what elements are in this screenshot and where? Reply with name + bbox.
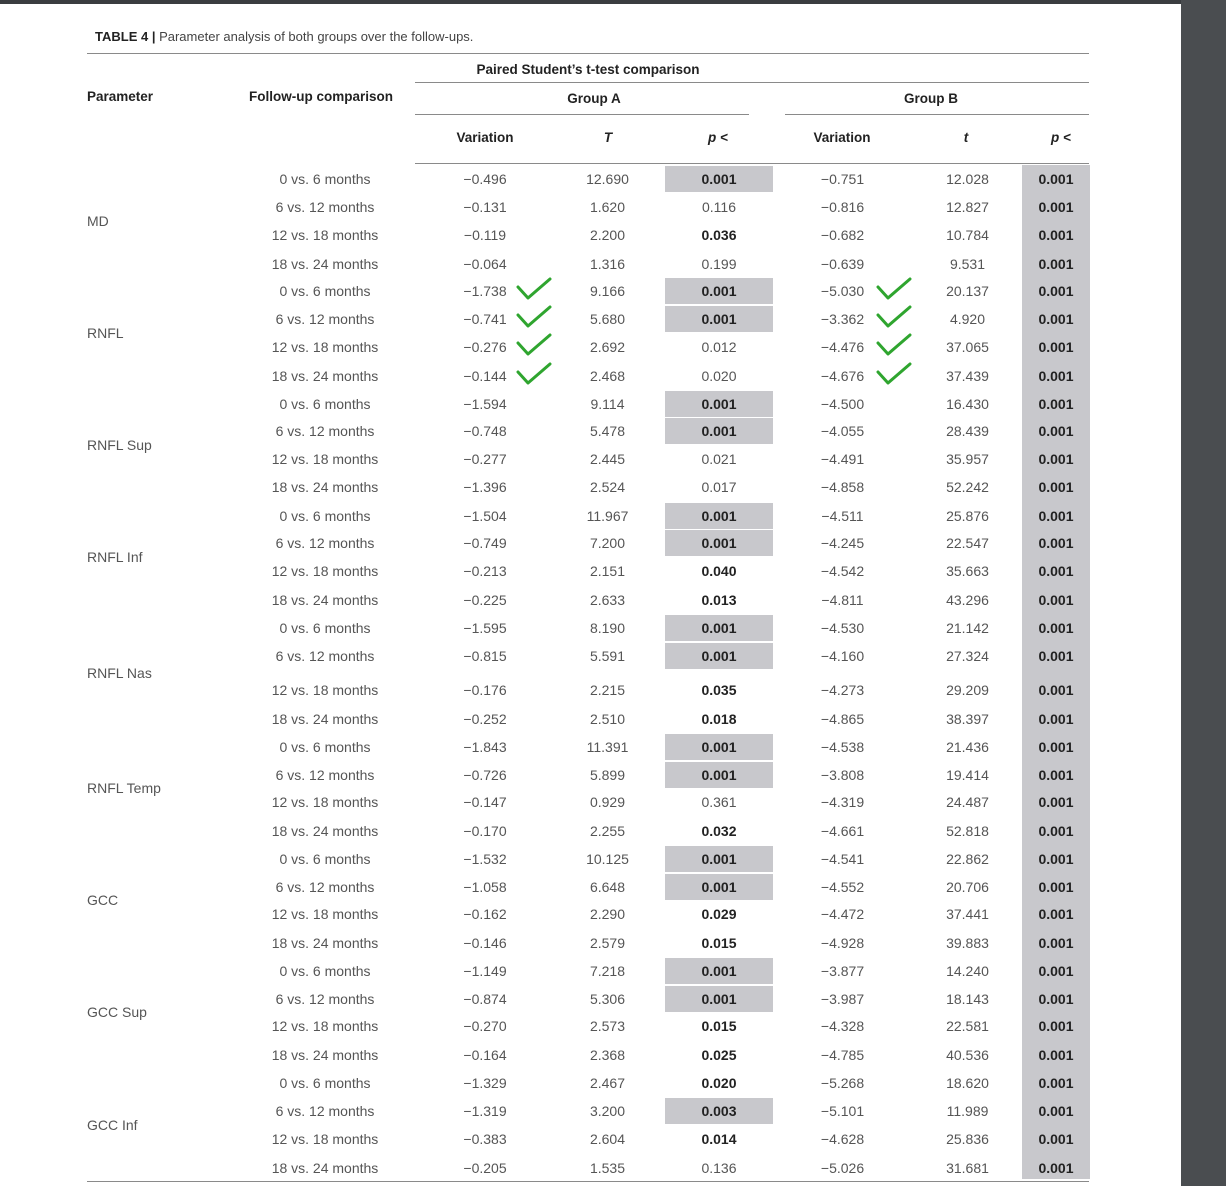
t-a-cell: 3.200	[589, 1103, 626, 1119]
variation-a-cell: −0.496	[463, 171, 507, 187]
variation-b-cell: −0.751	[820, 171, 865, 187]
t-b-cell: 18.620	[946, 1075, 989, 1091]
followup-cell: 12 vs. 18 months	[271, 227, 379, 243]
t-b-cell: 25.876	[946, 508, 989, 524]
p-b-cell: 0.001	[1038, 906, 1074, 922]
t-b-cell: 10.784	[946, 227, 989, 243]
p-b-cell: 0.001	[1038, 1018, 1074, 1034]
t-b-cell: 35.957	[946, 451, 989, 467]
parameter-label: RNFL	[87, 325, 124, 341]
p-a-cell: 0.012	[701, 339, 737, 355]
t-a-cell: 2.524	[589, 479, 626, 495]
p-b-cell: 0.001	[1038, 1131, 1074, 1147]
variation-a-cell: −0.144	[463, 368, 507, 384]
followup-cell: 12 vs. 18 months	[271, 794, 379, 810]
variation-a-cell: −0.205	[463, 1160, 507, 1176]
header-p-b: p <	[1051, 130, 1071, 145]
t-b-cell: 25.836	[946, 1131, 989, 1147]
variation-b-cell: −4.661	[820, 823, 865, 839]
variation-a-cell: −0.162	[463, 906, 507, 922]
t-a-cell: 5.591	[589, 648, 626, 664]
followup-cell: 18 vs. 24 months	[271, 592, 379, 608]
variation-b-cell: −4.476	[820, 339, 865, 355]
p-a-cell: 0.001	[665, 278, 773, 304]
followup-cell: 6 vs. 12 months	[275, 648, 375, 664]
p-a-cell: 0.001	[665, 530, 773, 556]
t-b-cell: 20.137	[946, 283, 989, 299]
p-b-cell: 0.001	[1038, 935, 1074, 951]
header-variation-b: Variation	[813, 130, 871, 145]
variation-a-cell: −0.176	[463, 682, 507, 698]
followup-cell: 6 vs. 12 months	[275, 199, 375, 215]
t-a-cell: 1.316	[589, 256, 626, 272]
header-group-a: Group A	[567, 91, 621, 106]
p-a-cell: 0.035	[701, 682, 737, 698]
p-a-cell: 0.001	[665, 306, 773, 332]
followup-cell: 6 vs. 12 months	[275, 535, 375, 551]
t-a-cell: 2.255	[589, 823, 626, 839]
variation-b-cell: −4.273	[820, 682, 865, 698]
p-a-cell: 0.029	[701, 906, 737, 922]
parameter-label: RNFL Sup	[87, 437, 152, 453]
t-b-cell: 52.242	[946, 479, 989, 495]
variation-a-cell: −1.504	[463, 508, 507, 524]
p-b-cell: 0.001	[1038, 451, 1074, 467]
header-super: Paired Student’s t-test comparison	[476, 62, 700, 77]
variation-a-cell: −1.532	[463, 851, 507, 867]
variation-a-cell: −1.594	[463, 396, 507, 412]
p-b-cell: 0.001	[1038, 171, 1074, 187]
p-a-cell: 0.001	[665, 418, 773, 444]
p-a-cell: 0.015	[701, 935, 737, 951]
variation-a-cell: −0.131	[463, 199, 507, 215]
p-a-cell: 0.001	[665, 166, 773, 192]
header-p-a: p <	[708, 130, 728, 145]
t-a-cell: 5.306	[589, 991, 626, 1007]
p-b-cell: 0.001	[1038, 227, 1074, 243]
p-a-cell: 0.001	[665, 958, 773, 984]
followup-cell: 12 vs. 18 months	[271, 1018, 379, 1034]
followup-cell: 12 vs. 18 months	[271, 451, 379, 467]
variation-b-cell: −3.987	[820, 991, 865, 1007]
p-b-cell: 0.001	[1038, 739, 1074, 755]
variation-a-cell: −0.276	[463, 339, 507, 355]
followup-cell: 0 vs. 6 months	[279, 508, 371, 524]
t-a-cell: 5.680	[589, 311, 626, 327]
variation-a-cell: −0.064	[463, 256, 507, 272]
followup-cell: 6 vs. 12 months	[275, 311, 375, 327]
followup-cell: 0 vs. 6 months	[279, 1075, 371, 1091]
p-a-cell: 0.361	[701, 794, 737, 810]
check-mark-icon	[878, 364, 910, 383]
p-b-cell: 0.001	[1038, 1160, 1074, 1176]
p-a-cell: 0.199	[701, 256, 737, 272]
t-a-cell: 2.215	[589, 682, 626, 698]
p-b-cell: 0.001	[1038, 563, 1074, 579]
variation-b-cell: −0.682	[820, 227, 865, 243]
t-a-cell: 8.190	[589, 620, 626, 636]
header-variation-a: Variation	[456, 130, 514, 145]
t-b-cell: 40.536	[946, 1047, 989, 1063]
p-b-cell: 0.001	[1038, 879, 1074, 895]
t-b-cell: 43.296	[946, 592, 989, 608]
t-a-cell: 2.510	[589, 711, 626, 727]
check-mark-icon	[518, 307, 550, 326]
header-followup: Follow-up comparison	[249, 89, 393, 104]
parameter-label: RNFL Temp	[87, 780, 161, 796]
followup-cell: 0 vs. 6 months	[279, 396, 371, 412]
p-a-cell: 0.001	[665, 391, 773, 417]
t-b-cell: 21.436	[946, 739, 989, 755]
p-b-cell: 0.001	[1038, 1075, 1074, 1091]
p-a-cell: 0.003	[665, 1098, 773, 1124]
p-a-cell: 0.001	[665, 762, 773, 788]
t-a-cell: 2.467	[589, 1075, 626, 1091]
variation-b-cell: −4.928	[820, 935, 865, 951]
t-b-cell: 22.862	[946, 851, 989, 867]
t-a-cell: 2.633	[589, 592, 626, 608]
p-b-cell: 0.001	[1038, 711, 1074, 727]
variation-b-cell: −4.245	[820, 535, 865, 551]
p-a-cell: 0.001	[665, 734, 773, 760]
variation-b-cell: −5.268	[820, 1075, 865, 1091]
t-b-cell: 39.883	[946, 935, 989, 951]
variation-b-cell: −3.808	[820, 767, 865, 783]
check-mark-icon	[518, 335, 550, 354]
parameter-label: GCC Inf	[87, 1117, 138, 1133]
followup-cell: 18 vs. 24 months	[271, 368, 379, 384]
variation-b-cell: −3.362	[820, 311, 865, 327]
t-a-cell: 2.290	[589, 906, 626, 922]
variation-a-cell: −0.146	[463, 935, 507, 951]
variation-b-cell: −4.858	[820, 479, 865, 495]
variation-b-cell: −4.538	[820, 739, 865, 755]
header-t-a: T	[603, 130, 613, 145]
p-b-cell: 0.001	[1038, 682, 1074, 698]
followup-cell: 0 vs. 6 months	[279, 739, 371, 755]
t-a-cell: 2.573	[589, 1018, 626, 1034]
p-a-cell: 0.001	[665, 615, 773, 641]
t-b-cell: 4.920	[949, 311, 986, 327]
p-a-cell: 0.014	[701, 1131, 737, 1147]
p-a-cell: 0.116	[702, 199, 736, 215]
variation-b-cell: −4.552	[820, 879, 865, 895]
followup-cell: 18 vs. 24 months	[271, 479, 379, 495]
followup-cell: 18 vs. 24 months	[271, 1160, 379, 1176]
t-a-cell: 2.579	[589, 935, 626, 951]
t-b-cell: 22.547	[946, 535, 989, 551]
variation-a-cell: −0.252	[463, 711, 507, 727]
variation-b-cell: −4.472	[820, 906, 865, 922]
variation-b-cell: −0.816	[820, 199, 865, 215]
variation-a-cell: −0.213	[463, 563, 507, 579]
t-a-cell: 1.535	[589, 1160, 626, 1176]
p-a-cell: 0.020	[701, 368, 737, 384]
p-b-cell: 0.001	[1038, 368, 1074, 384]
variation-b-cell: −4.811	[821, 592, 864, 608]
followup-cell: 0 vs. 6 months	[279, 171, 371, 187]
parameter-label: MD	[87, 213, 109, 229]
p-b-cell: 0.001	[1038, 283, 1074, 299]
t-a-cell: 2.604	[589, 1131, 626, 1147]
t-b-cell: 9.531	[949, 256, 986, 272]
variation-b-cell: −4.542	[820, 563, 865, 579]
t-a-cell: 0.929	[589, 794, 626, 810]
variation-a-cell: −1.319	[463, 1103, 507, 1119]
p-b-cell: 0.001	[1038, 794, 1074, 810]
variation-a-cell: −0.270	[463, 1018, 507, 1034]
followup-cell: 12 vs. 18 months	[271, 1131, 379, 1147]
followup-cell: 0 vs. 6 months	[279, 851, 371, 867]
variation-b-cell: −4.530	[820, 620, 865, 636]
variation-b-cell: −4.500	[820, 396, 865, 412]
followup-cell: 12 vs. 18 months	[271, 682, 379, 698]
t-b-cell: 37.065	[946, 339, 989, 355]
p-b-cell: 0.001	[1038, 851, 1074, 867]
t-b-cell: 12.028	[946, 171, 989, 187]
p-b-cell: 0.001	[1038, 535, 1074, 551]
p-b-cell: 0.001	[1038, 256, 1074, 272]
variation-a-cell: −0.147	[463, 794, 507, 810]
check-mark-icon	[878, 335, 910, 354]
variation-a-cell: −0.749	[463, 535, 507, 551]
t-b-cell: 37.439	[946, 368, 989, 384]
followup-cell: 6 vs. 12 months	[275, 991, 375, 1007]
p-b-cell: 0.001	[1038, 311, 1074, 327]
t-b-cell: 52.818	[946, 823, 989, 839]
p-b-cell: 0.001	[1038, 1103, 1074, 1119]
followup-cell: 18 vs. 24 months	[271, 823, 379, 839]
t-a-cell: 11.391	[586, 739, 629, 755]
t-b-cell: 37.441	[946, 906, 989, 922]
t-a-cell: 1.620	[589, 199, 626, 215]
p-a-cell: 0.032	[701, 823, 737, 839]
p-b-cell: 0.001	[1038, 991, 1074, 1007]
t-a-cell: 2.368	[589, 1047, 626, 1063]
variation-b-cell: −0.639	[820, 256, 865, 272]
p-a-cell: 0.025	[701, 1047, 737, 1063]
variation-a-cell: −0.815	[463, 648, 507, 664]
t-b-cell: 28.439	[946, 423, 989, 439]
parameter-label: GCC Sup	[87, 1004, 147, 1020]
t-b-cell: 16.430	[946, 396, 989, 412]
p-b-cell: 0.001	[1038, 620, 1074, 636]
t-b-cell: 12.827	[946, 199, 989, 215]
t-b-cell: 38.397	[946, 711, 989, 727]
p-a-cell: 0.018	[701, 711, 737, 727]
p-b-cell: 0.001	[1038, 508, 1074, 524]
t-b-cell: 21.142	[946, 620, 989, 636]
check-mark-icon	[878, 279, 910, 298]
p-a-cell: 0.001	[665, 986, 773, 1012]
p-b-cell: 0.001	[1038, 199, 1074, 215]
p-b-cell: 0.001	[1038, 423, 1074, 439]
p-b-cell: 0.001	[1038, 396, 1074, 412]
header-group-b: Group B	[904, 91, 958, 106]
variation-b-cell: −4.160	[820, 648, 865, 664]
p-a-cell: 0.136	[701, 1160, 737, 1176]
variation-b-cell: −4.319	[820, 794, 865, 810]
variation-a-cell: −0.741	[463, 311, 507, 327]
variation-b-cell: −4.541	[820, 851, 865, 867]
followup-cell: 6 vs. 12 months	[275, 1103, 375, 1119]
t-a-cell: 2.468	[589, 368, 626, 384]
variation-b-cell: −5.101	[820, 1103, 865, 1119]
variation-b-cell: −4.628	[820, 1131, 865, 1147]
p-a-cell: 0.021	[701, 451, 737, 467]
t-a-cell: 10.125	[586, 851, 629, 867]
t-a-cell: 2.445	[589, 451, 626, 467]
followup-cell: 6 vs. 12 months	[275, 423, 375, 439]
variation-a-cell: −1.738	[463, 283, 507, 299]
parameter-label: GCC	[87, 892, 119, 908]
variation-a-cell: −0.874	[463, 991, 507, 1007]
t-b-cell: 14.240	[946, 963, 989, 979]
p-a-cell: 0.013	[701, 592, 737, 608]
t-b-cell: 20.706	[946, 879, 989, 895]
variation-b-cell: −4.511	[821, 508, 864, 524]
variation-b-cell: −4.865	[820, 711, 865, 727]
t-a-cell: 6.648	[589, 879, 626, 895]
variation-a-cell: −1.843	[463, 739, 507, 755]
viewer-scrollbar-area[interactable]	[1181, 0, 1226, 1186]
followup-cell: 12 vs. 18 months	[271, 563, 379, 579]
t-b-cell: 19.414	[946, 767, 989, 783]
variation-a-cell: −1.329	[463, 1075, 507, 1091]
p-a-cell: 0.015	[701, 1018, 737, 1034]
p-a-cell: 0.020	[701, 1075, 737, 1091]
followup-cell: 0 vs. 6 months	[279, 620, 371, 636]
t-a-cell: 7.218	[589, 963, 626, 979]
followup-cell: 18 vs. 24 months	[271, 256, 379, 272]
parameter-label: RNFL Inf	[87, 549, 143, 565]
variation-a-cell: −0.277	[463, 451, 507, 467]
header-parameter: Parameter	[87, 89, 154, 104]
t-a-cell: 11.967	[586, 508, 629, 524]
p-b-cell: 0.001	[1038, 1047, 1074, 1063]
t-a-cell: 2.151	[589, 563, 626, 579]
t-b-cell: 18.143	[946, 991, 989, 1007]
table-caption-text: Parameter analysis of both groups over the follow-ups.	[155, 29, 474, 44]
followup-cell: 18 vs. 24 months	[271, 711, 379, 727]
variation-a-cell: −1.595	[463, 620, 507, 636]
t-b-cell: 35.663	[946, 563, 989, 579]
table-label: TABLE 4 |	[95, 29, 156, 44]
variation-b-cell: −5.030	[820, 283, 865, 299]
header-t-b: t	[963, 130, 969, 145]
t-b-cell: 24.487	[946, 794, 989, 810]
check-mark-icon	[518, 364, 550, 383]
variation-a-cell: −0.383	[463, 1131, 507, 1147]
variation-a-cell: −0.225	[463, 592, 507, 608]
p-b-cell: 0.001	[1038, 767, 1074, 783]
followup-cell: 6 vs. 12 months	[275, 879, 375, 895]
variation-a-cell: −1.396	[463, 479, 507, 495]
variation-b-cell: −3.877	[820, 963, 865, 979]
followup-cell: 18 vs. 24 months	[271, 935, 379, 951]
followup-cell: 6 vs. 12 months	[275, 767, 375, 783]
variation-a-cell: −1.058	[463, 879, 507, 895]
variation-b-cell: −4.491	[820, 451, 865, 467]
variation-a-cell: −0.726	[463, 767, 507, 783]
t-a-cell: 9.114	[590, 396, 625, 412]
t-a-cell: 5.899	[589, 767, 626, 783]
variation-a-cell: −0.119	[463, 227, 507, 243]
variation-b-cell: −4.055	[820, 423, 865, 439]
t-b-cell: 22.581	[946, 1018, 989, 1034]
check-mark-icon	[518, 279, 550, 298]
variation-a-cell: −0.170	[463, 823, 507, 839]
followup-cell: 12 vs. 18 months	[271, 339, 379, 355]
p-a-cell: 0.017	[701, 479, 737, 495]
check-mark-icon	[878, 307, 910, 326]
followup-cell: 0 vs. 6 months	[279, 963, 371, 979]
t-b-cell: 31.681	[946, 1160, 989, 1176]
t-a-cell: 12.690	[586, 171, 629, 187]
p-b-cell: 0.001	[1038, 479, 1074, 495]
followup-cell: 12 vs. 18 months	[271, 906, 379, 922]
t-a-cell: 2.200	[589, 227, 626, 243]
p-a-cell: 0.040	[701, 563, 737, 579]
followup-cell: 18 vs. 24 months	[271, 1047, 379, 1063]
p-b-cell: 0.001	[1038, 823, 1074, 839]
p-a-cell: 0.001	[665, 643, 773, 669]
variation-b-cell: −4.676	[820, 368, 865, 384]
t-b-cell: 29.209	[946, 682, 989, 698]
t-a-cell: 5.478	[589, 423, 626, 439]
t-b-cell: 11.989	[946, 1103, 989, 1119]
p-a-cell: 0.036	[701, 227, 737, 243]
p-a-cell: 0.001	[665, 846, 773, 872]
variation-b-cell: −4.785	[820, 1047, 865, 1063]
variation-a-cell: −0.748	[463, 423, 507, 439]
t-b-cell: 27.324	[946, 648, 989, 664]
followup-cell: 0 vs. 6 months	[279, 283, 371, 299]
t-a-cell: 9.166	[589, 283, 626, 299]
variation-b-cell: −4.328	[820, 1018, 865, 1034]
p-a-cell: 0.001	[665, 874, 773, 900]
p-b-cell: 0.001	[1038, 339, 1074, 355]
t-a-cell: 2.692	[589, 339, 626, 355]
variation-a-cell: −0.164	[463, 1047, 507, 1063]
p-b-cell: 0.001	[1038, 592, 1074, 608]
variation-b-cell: −5.026	[820, 1160, 865, 1176]
p-b-cell: 0.001	[1038, 963, 1074, 979]
parameter-label: RNFL Nas	[87, 665, 152, 681]
p-b-cell: 0.001	[1038, 648, 1074, 664]
variation-a-cell: −1.149	[463, 963, 507, 979]
p-a-cell: 0.001	[665, 503, 773, 529]
t-a-cell: 7.200	[589, 535, 626, 551]
